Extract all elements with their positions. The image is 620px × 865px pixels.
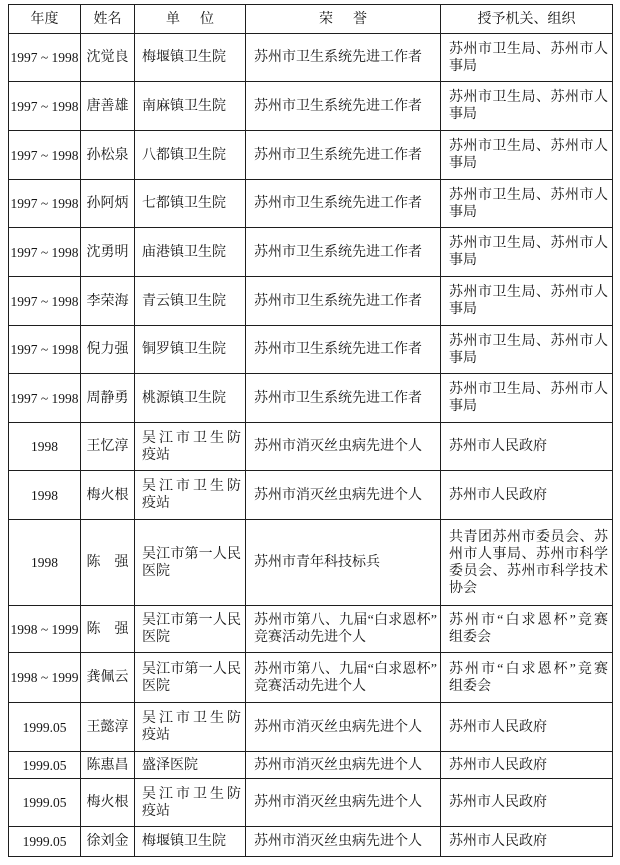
name-cell: 梅火根 bbox=[81, 471, 135, 520]
year-cell: 1999.05 bbox=[9, 779, 81, 827]
unit-line: 桃源镇卫生院 bbox=[142, 390, 226, 406]
honor-line: 苏州市卫生系统先进工作者 bbox=[254, 98, 422, 114]
honor-line: 苏州市卫生系统先进工作者 bbox=[254, 196, 422, 211]
year-cell: 1997 ~ 1998 bbox=[9, 131, 81, 180]
year-cell: 1997 ~ 1998 bbox=[9, 326, 81, 374]
table-row bbox=[9, 228, 613, 277]
unit-line: 庙港镇卫生院 bbox=[142, 244, 226, 260]
org-cell bbox=[441, 827, 613, 857]
table-header-row bbox=[9, 5, 613, 34]
table-row bbox=[9, 180, 613, 228]
honor-cell bbox=[246, 471, 441, 520]
unit-cell bbox=[135, 374, 246, 423]
org-line: 事局 bbox=[449, 204, 477, 220]
org-cell bbox=[441, 752, 613, 779]
org-line: 苏州市卫生局、苏州市人 bbox=[449, 333, 608, 349]
org-line: 事局 bbox=[449, 302, 477, 317]
year-cell: 1997 ~ 1998 bbox=[9, 34, 81, 82]
unit-line: 吴江市卫生防 bbox=[142, 711, 241, 726]
year-cell: 1999.05 bbox=[9, 827, 81, 857]
honor-cell bbox=[246, 180, 441, 228]
unit-cell bbox=[135, 34, 246, 82]
unit-line: 吴江市第一人民 bbox=[142, 546, 241, 562]
honor-line: 苏州市第八、九届“白求恩杯” bbox=[254, 661, 437, 677]
unit-cell bbox=[135, 180, 246, 228]
awards-table bbox=[8, 4, 613, 857]
org-line: 事局 bbox=[449, 107, 477, 122]
unit-cell bbox=[135, 779, 246, 827]
honor-cell bbox=[246, 703, 441, 752]
table-row bbox=[9, 471, 613, 520]
unit-line: 吴江市卫生防 bbox=[142, 430, 241, 446]
unit-line: 疫站 bbox=[142, 496, 170, 511]
name-cell: 陈惠昌 bbox=[81, 752, 135, 779]
org-line: 苏州市人民政府 bbox=[449, 487, 547, 503]
honor-cell bbox=[246, 423, 441, 471]
table-row bbox=[9, 752, 613, 779]
unit-cell bbox=[135, 653, 246, 703]
unit-line: 医院 bbox=[142, 563, 170, 579]
org-cell bbox=[441, 779, 613, 827]
org-cell bbox=[441, 606, 613, 653]
header-honor: 荣 誉 bbox=[246, 5, 441, 34]
org-cell bbox=[441, 374, 613, 423]
honor-cell bbox=[246, 606, 441, 653]
table-body bbox=[9, 34, 613, 857]
honor-cell bbox=[246, 34, 441, 82]
year-cell: 1997 ~ 1998 bbox=[9, 228, 81, 277]
org-cell bbox=[441, 653, 613, 703]
honor-line: 竞赛活动先进个人 bbox=[254, 678, 366, 694]
table-row bbox=[9, 374, 613, 423]
unit-cell bbox=[135, 326, 246, 374]
table-row bbox=[9, 827, 613, 857]
org-line: 苏州市卫生局、苏州市人 bbox=[449, 139, 608, 154]
org-line: 苏州市人民政府 bbox=[449, 795, 547, 810]
org-cell bbox=[441, 520, 613, 606]
honor-cell bbox=[246, 326, 441, 374]
unit-line: 八都镇卫生院 bbox=[142, 147, 226, 163]
unit-line: 铜罗镇卫生院 bbox=[142, 342, 226, 357]
unit-line: 疫站 bbox=[142, 447, 170, 463]
org-cell bbox=[441, 471, 613, 520]
unit-line: 吴江市卫生防 bbox=[142, 786, 241, 802]
unit-cell bbox=[135, 520, 246, 606]
org-line: 苏州市卫生局、苏州市人 bbox=[449, 285, 608, 300]
org-line: 苏州市卫生局、苏州市人 bbox=[449, 236, 608, 251]
unit-line: 青云镇卫生院 bbox=[142, 293, 226, 309]
table-row bbox=[9, 423, 613, 471]
unit-line: 梅堰镇卫生院 bbox=[142, 834, 226, 849]
unit-line: 医院 bbox=[142, 630, 170, 645]
org-line: 组委会 bbox=[449, 678, 491, 694]
honor-line: 苏州市消灭丝虫病先进个人 bbox=[254, 757, 422, 773]
header-unit: 单 位 bbox=[135, 5, 246, 34]
org-cell bbox=[441, 34, 613, 82]
table-row bbox=[9, 277, 613, 326]
org-cell bbox=[441, 423, 613, 471]
year-cell: 1997 ~ 1998 bbox=[9, 180, 81, 228]
org-line: 协会 bbox=[449, 580, 477, 596]
honor-line: 苏州市消灭丝虫病先进个人 bbox=[254, 487, 422, 503]
org-line: 事局 bbox=[449, 399, 477, 414]
org-line: 苏州市人民政府 bbox=[449, 757, 547, 773]
name-cell: 梅火根 bbox=[81, 779, 135, 827]
unit-line: 吴江市第一人民 bbox=[142, 613, 241, 628]
name-cell: 沈勇明 bbox=[81, 228, 135, 277]
org-line: 委员会、苏州市科学技术 bbox=[449, 563, 608, 579]
name-cell: 陈 强 bbox=[81, 520, 135, 606]
unit-line: 疫站 bbox=[142, 728, 170, 743]
honor-cell bbox=[246, 520, 441, 606]
org-line: 苏州市“白求恩杯”竞赛 bbox=[449, 661, 608, 677]
org-line: 苏州市“白求恩杯”竞赛 bbox=[449, 613, 608, 628]
org-cell bbox=[441, 82, 613, 131]
unit-cell bbox=[135, 827, 246, 857]
honor-cell bbox=[246, 827, 441, 857]
org-cell bbox=[441, 180, 613, 228]
honor-line: 苏州市消灭丝虫病先进个人 bbox=[254, 439, 422, 454]
org-cell bbox=[441, 228, 613, 277]
year-cell: 1998 bbox=[9, 423, 81, 471]
unit-cell bbox=[135, 277, 246, 326]
unit-cell bbox=[135, 752, 246, 779]
name-cell: 周静勇 bbox=[81, 374, 135, 423]
header-name: 姓名 bbox=[81, 5, 135, 34]
honor-line: 苏州市卫生系统先进工作者 bbox=[254, 342, 422, 357]
honor-cell bbox=[246, 131, 441, 180]
org-line: 事局 bbox=[449, 350, 477, 366]
table-row bbox=[9, 703, 613, 752]
honor-cell bbox=[246, 277, 441, 326]
honor-cell bbox=[246, 228, 441, 277]
honor-line: 苏州市青年科技标兵 bbox=[254, 555, 380, 570]
header-year: 年度 bbox=[9, 5, 81, 34]
year-cell: 1998 ~ 1999 bbox=[9, 653, 81, 703]
unit-cell bbox=[135, 423, 246, 471]
year-cell: 1997 ~ 1998 bbox=[9, 82, 81, 131]
name-cell: 沈觉良 bbox=[81, 34, 135, 82]
org-line: 组委会 bbox=[449, 630, 491, 645]
unit-cell bbox=[135, 471, 246, 520]
org-line: 事局 bbox=[449, 156, 477, 171]
honor-cell bbox=[246, 374, 441, 423]
name-cell: 王懿淳 bbox=[81, 703, 135, 752]
org-line: 事局 bbox=[449, 58, 477, 74]
unit-line: 吴江市卫生防 bbox=[142, 479, 241, 494]
year-cell: 1999.05 bbox=[9, 703, 81, 752]
org-cell bbox=[441, 277, 613, 326]
table-row bbox=[9, 34, 613, 82]
honor-cell bbox=[246, 653, 441, 703]
table-row bbox=[9, 606, 613, 653]
honor-line: 苏州市卫生系统先进工作者 bbox=[254, 293, 422, 309]
unit-cell bbox=[135, 131, 246, 180]
org-cell bbox=[441, 326, 613, 374]
honor-line: 苏州市卫生系统先进工作者 bbox=[254, 50, 422, 65]
unit-cell bbox=[135, 703, 246, 752]
honor-line: 苏州市卫生系统先进工作者 bbox=[254, 244, 422, 260]
unit-cell bbox=[135, 82, 246, 131]
name-cell: 倪力强 bbox=[81, 326, 135, 374]
name-cell: 孙松泉 bbox=[81, 131, 135, 180]
honor-line: 竞赛活动先进个人 bbox=[254, 630, 366, 645]
org-line: 苏州市卫生局、苏州市人 bbox=[449, 90, 608, 105]
unit-line: 吴江市第一人民 bbox=[142, 661, 241, 677]
org-cell bbox=[441, 703, 613, 752]
year-cell: 1998 bbox=[9, 520, 81, 606]
year-cell: 1997 ~ 1998 bbox=[9, 277, 81, 326]
name-cell: 李荣海 bbox=[81, 277, 135, 326]
name-cell: 龚佩云 bbox=[81, 653, 135, 703]
org-line: 共青团苏州市委员会、苏 bbox=[449, 529, 608, 545]
org-line: 州市人事局、苏州市科学 bbox=[449, 546, 608, 562]
unit-line: 七都镇卫生院 bbox=[142, 196, 226, 211]
honor-cell bbox=[246, 752, 441, 779]
honor-line: 苏州市第八、九届“白求恩杯” bbox=[254, 613, 437, 628]
honor-cell bbox=[246, 82, 441, 131]
table-row bbox=[9, 131, 613, 180]
org-line: 苏州市卫生局、苏州市人 bbox=[449, 41, 608, 57]
org-cell bbox=[441, 131, 613, 180]
year-cell: 1998 ~ 1999 bbox=[9, 606, 81, 653]
year-cell: 1997 ~ 1998 bbox=[9, 374, 81, 423]
table-row bbox=[9, 520, 613, 606]
org-line: 事局 bbox=[449, 253, 477, 268]
unit-cell bbox=[135, 228, 246, 277]
honor-cell bbox=[246, 779, 441, 827]
name-cell: 陈 强 bbox=[81, 606, 135, 653]
org-line: 苏州市人民政府 bbox=[449, 719, 547, 735]
unit-line: 梅堰镇卫生院 bbox=[142, 50, 226, 65]
org-line: 苏州市卫生局、苏州市人 bbox=[449, 382, 608, 397]
name-cell: 孙阿炳 bbox=[81, 180, 135, 228]
unit-line: 医院 bbox=[142, 678, 170, 694]
org-line: 苏州市卫生局、苏州市人 bbox=[449, 187, 608, 203]
honor-line: 苏州市卫生系统先进工作者 bbox=[254, 390, 422, 406]
table-row bbox=[9, 326, 613, 374]
header-granting-organization: 授予机关、组织 bbox=[441, 5, 613, 34]
unit-cell bbox=[135, 606, 246, 653]
table-row bbox=[9, 653, 613, 703]
name-cell: 徐刘金 bbox=[81, 827, 135, 857]
org-line: 苏州市人民政府 bbox=[449, 439, 547, 454]
honor-line: 苏州市消灭丝虫病先进个人 bbox=[254, 795, 422, 810]
org-line: 苏州市人民政府 bbox=[449, 834, 547, 849]
unit-line: 盛泽医院 bbox=[142, 757, 198, 773]
honor-line: 苏州市消灭丝虫病先进个人 bbox=[254, 834, 422, 849]
table-row bbox=[9, 779, 613, 827]
year-cell: 1999.05 bbox=[9, 752, 81, 779]
name-cell: 唐善雄 bbox=[81, 82, 135, 131]
unit-line: 疫站 bbox=[142, 803, 170, 819]
unit-line: 南麻镇卫生院 bbox=[142, 98, 226, 114]
honor-line: 苏州市消灭丝虫病先进个人 bbox=[254, 719, 422, 735]
honor-line: 苏州市卫生系统先进工作者 bbox=[254, 147, 422, 163]
name-cell: 王忆淳 bbox=[81, 423, 135, 471]
year-cell: 1998 bbox=[9, 471, 81, 520]
table-row bbox=[9, 82, 613, 131]
